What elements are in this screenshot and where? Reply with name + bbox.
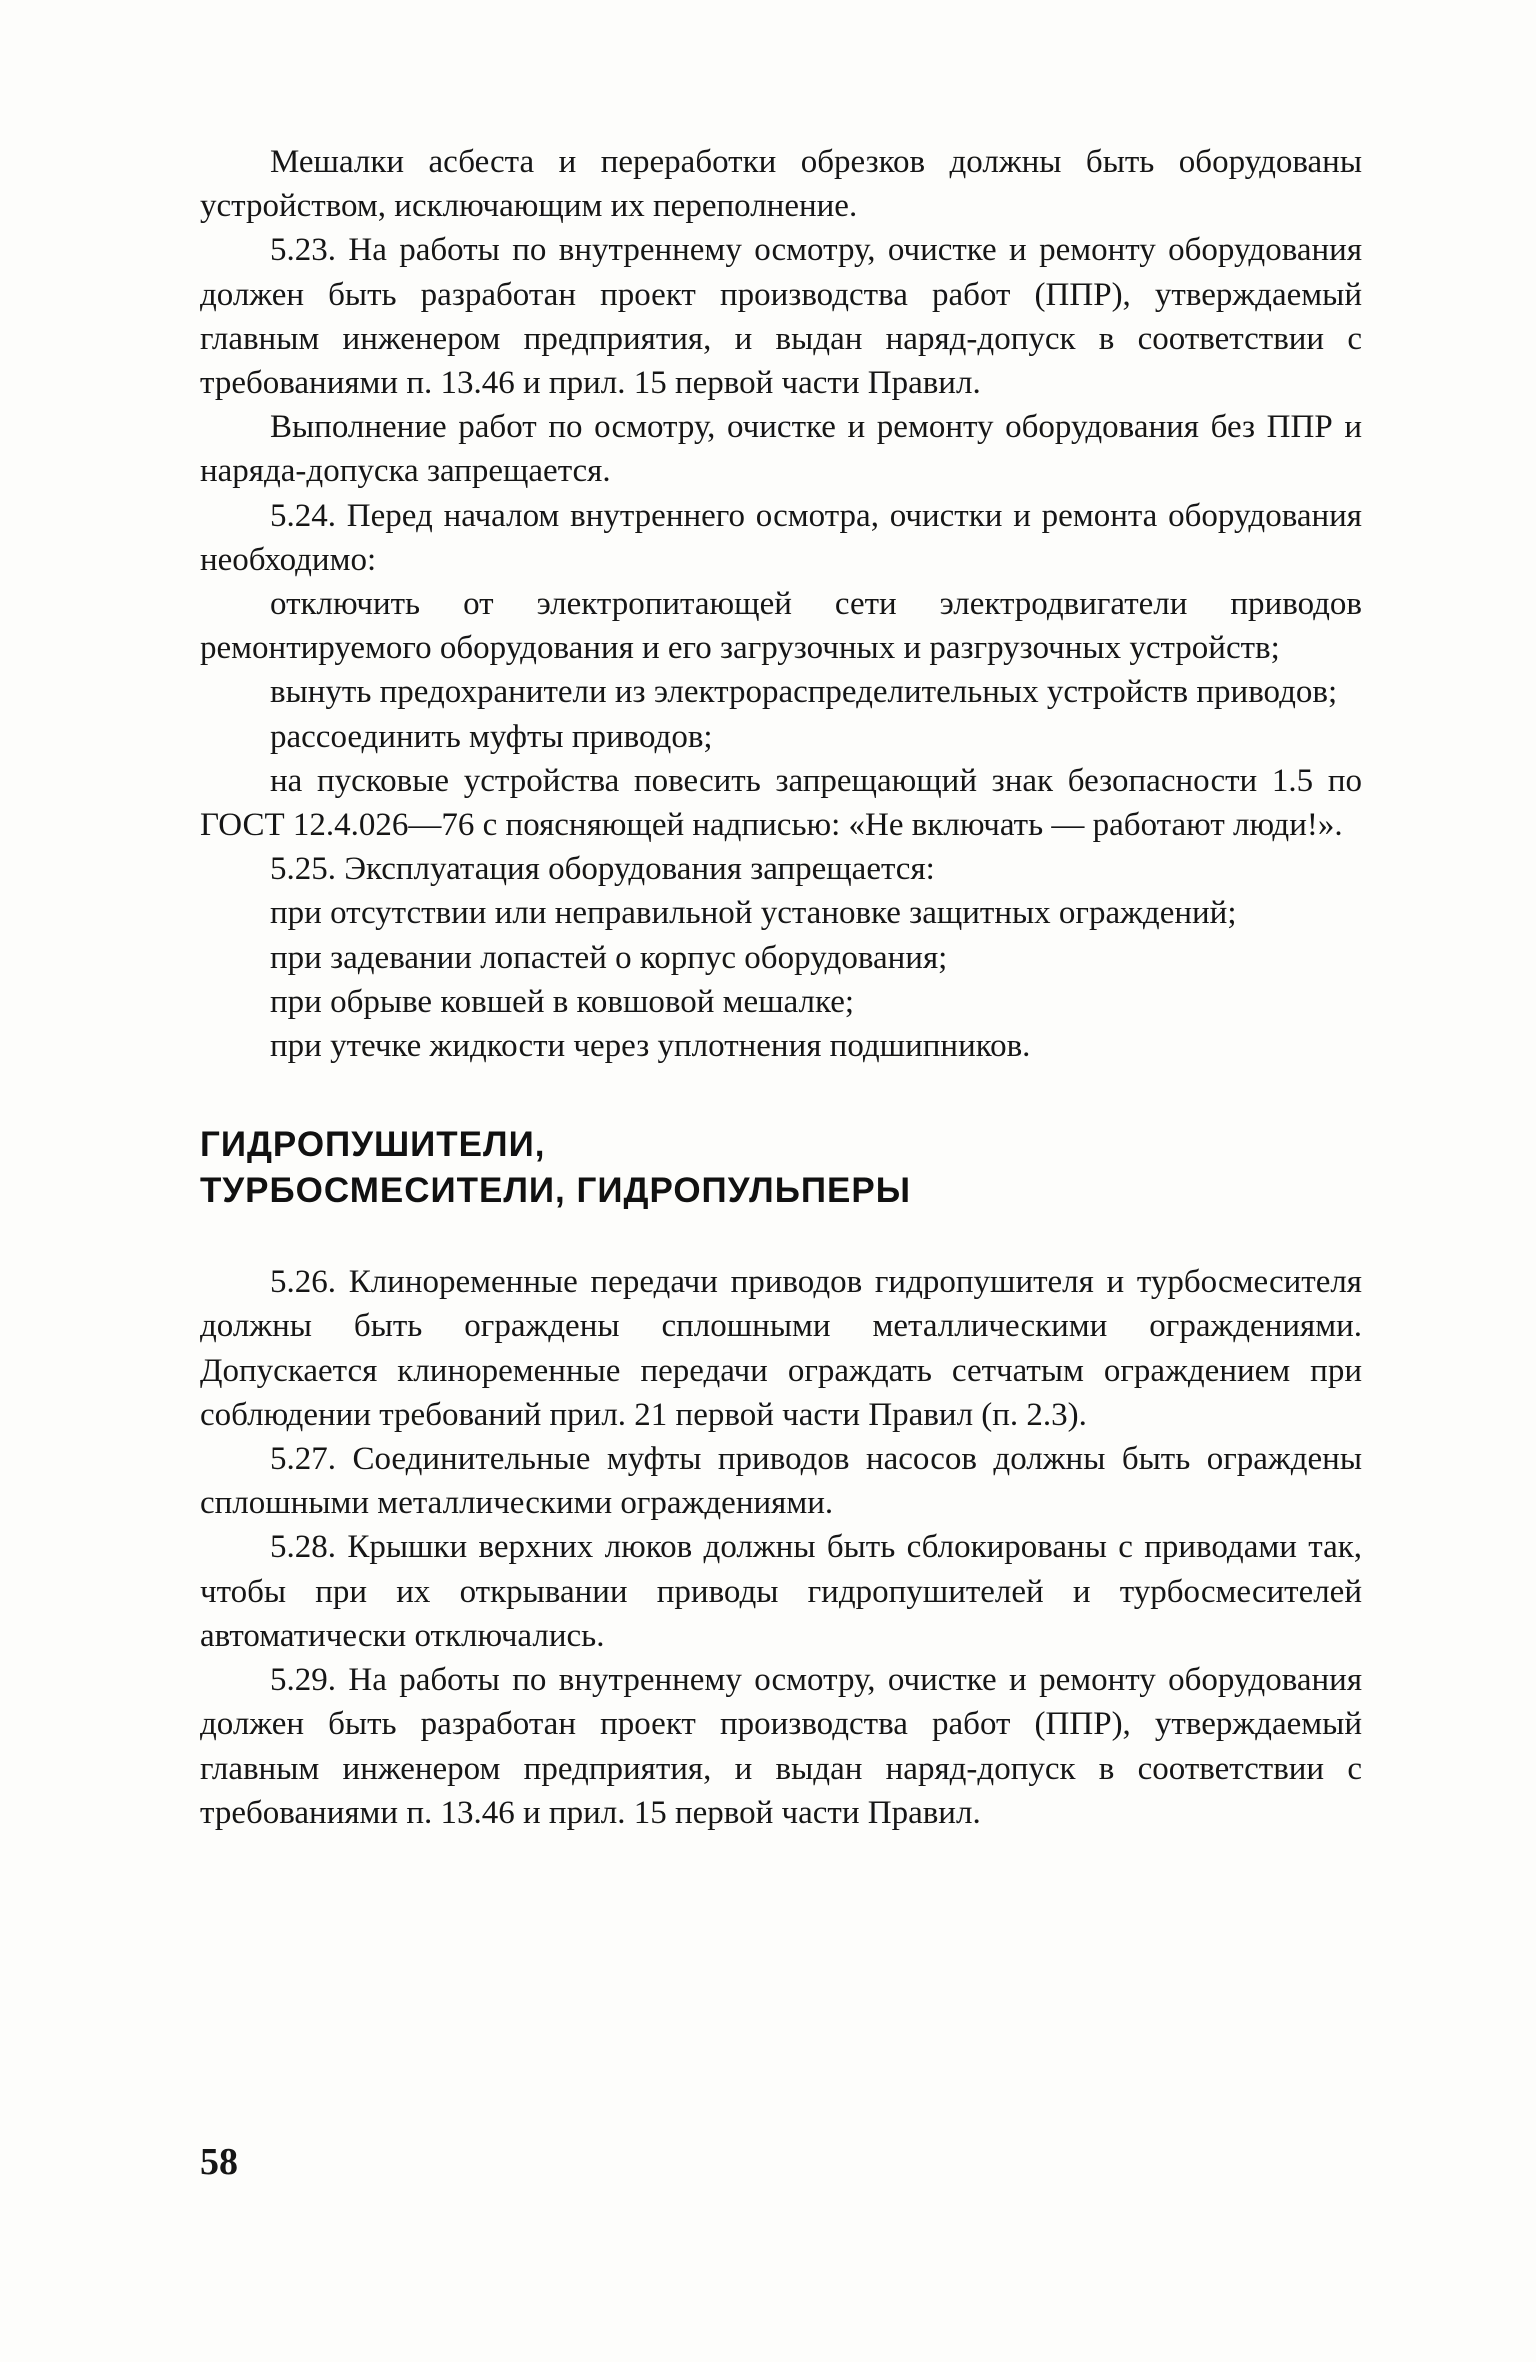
list-item-leak: при утечке жидкости через уплотнения подшипников. bbox=[270, 1028, 1031, 1065]
section-heading-line-1: ГИДРОПУШИТЕЛИ, bbox=[200, 1125, 546, 1165]
section-heading bbox=[200, 1122, 1362, 1214]
list-item-disconnect: отключить от электропитающей сети электродвигатели приводов ремонтируемого оборудования и его загрузочных и разгрузочных устройств; bbox=[200, 586, 1362, 667]
paragraph-5-25: 5.25. Эксплуатация оборудования запрещается: bbox=[270, 851, 935, 888]
list-item-fuses: вынуть предохранители из электрораспределительных устройств приводов; bbox=[270, 674, 1338, 711]
paragraph-5-24: 5.24. Перед началом внутреннего осмотра, очистки и ремонта оборудования необходимо: bbox=[200, 497, 1362, 578]
paragraph-5-26: 5.26. Клиноременные передачи приводов гидропушителя и турбосмесителя должны быть ограждены сплошными металлическими ограждениями. Допускается клиноременные передачи ограждать сетчатым ограждением при соблюдении требований прил. 21 первой части Правил (п. 2.3). bbox=[200, 1264, 1362, 1433]
page-number: 58 bbox=[200, 2141, 238, 2183]
text-column bbox=[200, 140, 1362, 1835]
paragraph-mixers: Мешалки асбеста и переработки обрезков должны быть оборудованы устройством, исключающим их переполнение. bbox=[200, 144, 1362, 225]
list-item-sign: на пусковые устройства повесить запрещающий знак безопасности 1.5 по ГОСТ 12.4.026—76 с поясняющей надписью: «Не включать — работают люди!». bbox=[200, 762, 1362, 844]
list-item-guards: при отсутствии или неправильной установке защитных ограждений; bbox=[270, 895, 1237, 932]
paragraph-5-27: 5.27. Соединительные муфты приводов насосов должны быть ограждены сплошными металлическими ограждениями. bbox=[200, 1441, 1362, 1522]
list-item-blades: при задевании лопастей о корпус оборудования; bbox=[270, 939, 948, 976]
paragraph-5-29: 5.29. На работы по внутреннему осмотру, очистке и ремонту оборудования должен быть разработан проект производства работ (ППР), утверждаемый главным инженером предприятия, и выдан наряд-допуск в соответствии с требованиями п. 13.46 и прил. 15 первой части Правил. bbox=[200, 1662, 1362, 1831]
paragraph-5-28: 5.28. Крышки верхних люков должны быть сблокированы с приводами так, чтобы при их открывании приводы гидропушителей и турбосмесителей автоматически отключались. bbox=[200, 1529, 1362, 1654]
list-item-couplings: рассоединить муфты приводов; bbox=[270, 718, 713, 755]
list-item-buckets: при обрыве ковшей в ковшовой мешалке; bbox=[270, 983, 855, 1020]
section-heading-line-2: ТУРБОСМЕСИТЕЛИ, ГИДРОПУЛЬПЕРЫ bbox=[200, 1171, 911, 1211]
paragraph-5-23-prohibition: Выполнение работ по осмотру, очистке и ремонту оборудования без ППР и наряда-допуска запрещается. bbox=[200, 409, 1362, 490]
paragraph-5-23: 5.23. На работы по внутреннему осмотру, очистке и ремонту оборудования должен быть разработан проект производства работ (ППР), утверждаемый главным инженером предприятия, и выдан наряд-допуск в соответствии с требованиями п. 13.46 и прил. 15 первой части Правил. bbox=[200, 232, 1362, 402]
